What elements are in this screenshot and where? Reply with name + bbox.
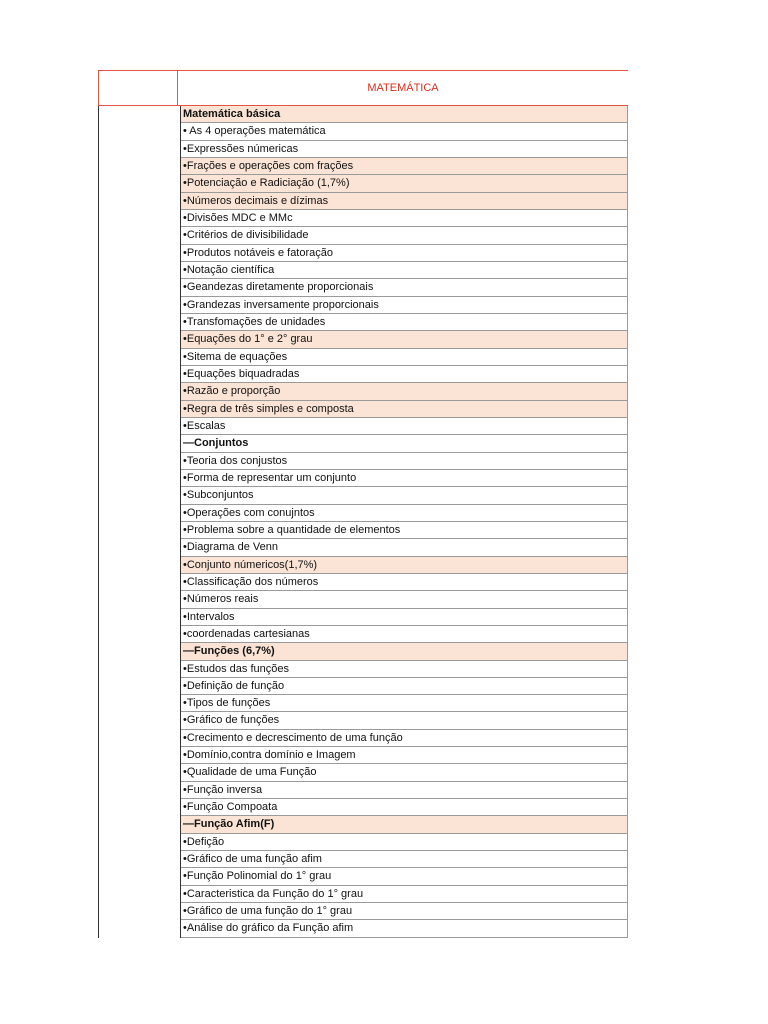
topic-row[interactable]: —Conjuntos bbox=[181, 435, 628, 452]
table-body bbox=[98, 106, 628, 938]
topic-row[interactable]: •Diagrama de Venn bbox=[181, 539, 628, 556]
topic-row[interactable]: •Gráfico de uma função afim bbox=[181, 851, 628, 868]
topic-row[interactable]: •coordenadas cartesianas bbox=[181, 626, 628, 643]
topic-row[interactable]: •Intervalos bbox=[181, 609, 628, 626]
topic-row[interactable]: •Função inversa bbox=[181, 782, 628, 799]
topic-list bbox=[180, 106, 628, 938]
topic-row[interactable]: •Análise do gráfico da Função afim bbox=[181, 920, 628, 937]
topic-row[interactable]: •Defição bbox=[181, 834, 628, 851]
subject-title[interactable]: MATEMÁTICA bbox=[178, 70, 628, 106]
header-empty-cell[interactable] bbox=[98, 70, 178, 106]
topic-row[interactable]: •Números decimais e dízimas bbox=[181, 193, 628, 210]
left-merged-cell[interactable] bbox=[98, 106, 180, 938]
topic-row[interactable]: •Equações do 1° e 2° grau bbox=[181, 331, 628, 348]
topic-row[interactable]: •Subconjuntos bbox=[181, 487, 628, 504]
header-row bbox=[98, 70, 628, 106]
topic-row[interactable]: •Função Compoata bbox=[181, 799, 628, 816]
topic-row[interactable]: •Teoria dos conjustos bbox=[181, 453, 628, 470]
topic-row[interactable]: •Crecimento e decrescimento de uma função bbox=[181, 730, 628, 747]
topic-row[interactable]: •Divisões MDC e MMc bbox=[181, 210, 628, 227]
topic-row[interactable]: • As 4 operações matemática bbox=[181, 123, 628, 140]
topic-row[interactable]: •Sitema de equações bbox=[181, 349, 628, 366]
topic-row[interactable]: •Potenciação e Radiciação (1,7%) bbox=[181, 175, 628, 192]
topic-row[interactable]: •Tipos de funções bbox=[181, 695, 628, 712]
topic-row[interactable]: •Problema sobre a quantidade de elementos bbox=[181, 522, 628, 539]
topic-row[interactable]: •Notação científica bbox=[181, 262, 628, 279]
topic-row[interactable]: •Regra de três simples e composta bbox=[181, 401, 628, 418]
topic-row[interactable]: •Geandezas diretamente proporcionais bbox=[181, 279, 628, 296]
topic-row[interactable]: Matemática básica bbox=[181, 106, 628, 123]
topic-row[interactable]: •Razão e proporção bbox=[181, 383, 628, 400]
topic-row[interactable]: •Critérios de divisibilidade bbox=[181, 227, 628, 244]
topic-row[interactable]: •Forma de representar um conjunto bbox=[181, 470, 628, 487]
topic-row[interactable]: •Produtos notáveis e fatoração bbox=[181, 245, 628, 262]
topic-row[interactable]: •Classificação dos números bbox=[181, 574, 628, 591]
topic-row[interactable]: •Função Polinomial do 1° grau bbox=[181, 868, 628, 885]
topic-row[interactable]: •Escalas bbox=[181, 418, 628, 435]
topic-row[interactable]: •Domínio,contra domínio e Imagem bbox=[181, 747, 628, 764]
topic-row[interactable]: •Operações com conujntos bbox=[181, 505, 628, 522]
topic-row[interactable]: •Gráfico de uma função do 1° grau bbox=[181, 903, 628, 920]
topic-row[interactable]: •Definição de função bbox=[181, 678, 628, 695]
topic-row[interactable]: •Gráfico de funções bbox=[181, 712, 628, 729]
topic-row[interactable]: —Função Afim(F) bbox=[181, 816, 628, 833]
topic-row[interactable]: •Números reais bbox=[181, 591, 628, 608]
topic-row[interactable]: •Frações e operações com frações bbox=[181, 158, 628, 175]
topic-row[interactable]: •Caracteristica da Função do 1° grau bbox=[181, 886, 628, 903]
topic-row[interactable]: —Funções (6,7%) bbox=[181, 643, 628, 660]
topic-row[interactable]: •Estudos das funções bbox=[181, 661, 628, 678]
topic-row[interactable]: •Transfomações de unidades bbox=[181, 314, 628, 331]
topic-row[interactable]: •Equações biquadradas bbox=[181, 366, 628, 383]
topic-row[interactable]: •Conjunto númericos(1,7%) bbox=[181, 557, 628, 574]
topic-row[interactable]: •Expressões númericas bbox=[181, 141, 628, 158]
spreadsheet bbox=[98, 70, 628, 938]
topic-row[interactable]: •Grandezas inversamente proporcionais bbox=[181, 297, 628, 314]
topic-row[interactable]: •Qualidade de uma Função bbox=[181, 764, 628, 781]
